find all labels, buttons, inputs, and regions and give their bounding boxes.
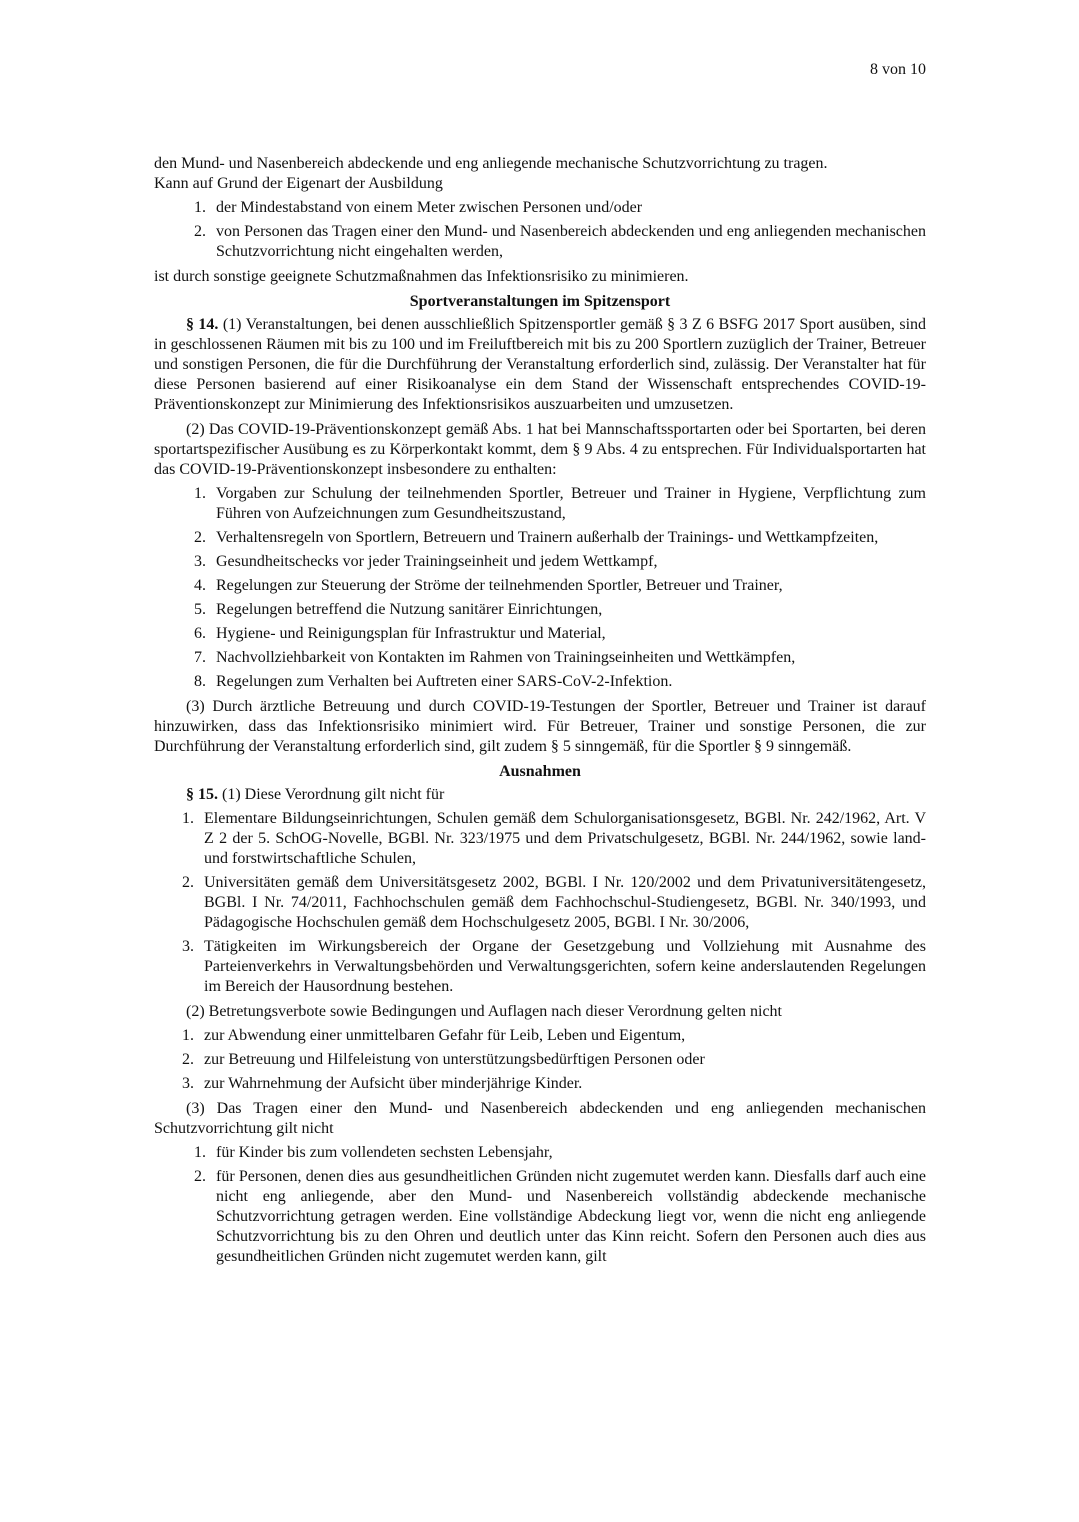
list-item-text: Vorgaben zur Schulung der teilnehmenden Sportler, Betreuer und Trainer in Hygiene, Verpflichtung zum Führen von Aufzeichnungen zum Gesundheitszustand,: [216, 485, 926, 522]
list-item: [154, 1074, 926, 1094]
list-item-text: Hygiene- und Reinigungsplan für Infrastruktur und Material,: [216, 625, 606, 642]
intro-list: [154, 198, 926, 262]
intro-line-1: den Mund- und Nasenbereich abdeckende und eng anliegende mechanische Schutzvorrichtung zu tragen.: [154, 155, 828, 172]
list-item-number: 8.: [194, 673, 206, 690]
list-item-text: Regelungen betreffend die Nutzung sanitärer Einrichtungen,: [216, 601, 603, 618]
list-item-text: Elementare Bildungseinrichtungen, Schulen gemäß dem Schulorganisationsgesetz, BGBl. Nr. 242/1962, Art. V Z 2 der 5. SchOG-Novelle, BGBl. Nr. 323/1975 und dem Privatschulgesetz, BGBl. Nr. 244/1962, sowie land- und forstwirtschaftliche Schulen,: [204, 810, 926, 867]
list-item: [154, 552, 926, 572]
intro-closing: ist durch sonstige geeignete Schutzmaßnahmen das Infektionsrisiko zu minimieren.: [154, 268, 689, 285]
list-item-number: 2.: [194, 1168, 206, 1185]
section-14-abs-2: (2) Das COVID-19-Präventionskonzept gemäß Abs. 1 hat bei Mannschaftssportarten oder bei Sportarten, bei deren sportartspezifischer Ausübung es zu Körperkontakt kommt, dem § 9 Abs. 4 zu entsprechen. Für Individualsportarten hat das COVID-19-Präventionskonzept insbesondere zu enthalten:: [154, 421, 926, 478]
list-item: [154, 648, 926, 668]
section-15-abs-3: (3) Das Tragen einer den Mund- und Nasenbereich abdeckenden und eng anliegenden mechanischen Schutzvorrichtung gilt nicht: [154, 1100, 926, 1137]
list-item: [154, 1143, 926, 1163]
list-item-text: für Kinder bis zum vollendeten sechsten Lebensjahr,: [216, 1144, 553, 1161]
section-15-list-3: [154, 1143, 926, 1267]
list-item-text: zur Betreuung und Hilfeleistung von unterstützungsbedürftigen Personen oder: [204, 1051, 705, 1068]
intro-line-2: Kann auf Grund der Eigenart der Ausbildung: [154, 175, 443, 192]
list-item-number: 1.: [182, 1027, 194, 1044]
list-item: [154, 1026, 926, 1046]
list-item: [154, 672, 926, 692]
list-item-text: Gesundheitschecks vor jeder Trainingseinheit und jedem Wettkampf,: [216, 553, 658, 570]
list-item-number: 1.: [194, 485, 206, 502]
section-15-abs-1-text: (1) Diese Verordnung gilt nicht für: [222, 786, 445, 803]
section-15-list-1: [154, 809, 926, 997]
section-14-list: [154, 484, 926, 692]
list-item: [154, 600, 926, 620]
list-item-number: 1.: [194, 199, 206, 216]
list-item: [154, 1050, 926, 1070]
list-item-text: Verhaltensregeln von Sportlern, Betreuern und Trainern außerhalb der Trainings- und Wettkampfzeiten,: [216, 529, 879, 546]
section-15-list-2: [154, 1026, 926, 1094]
list-item: [154, 484, 926, 524]
list-item-number: 2.: [182, 1051, 194, 1068]
page-number: 8 von 10: [870, 61, 926, 78]
list-item-text: von Personen das Tragen einer den Mund- und Nasenbereich abdeckenden und eng anliegenden mechanischen Schutzvorrichtung nicht eingehalten werden,: [216, 223, 926, 260]
list-item-text: Regelungen zum Verhalten bei Auftreten einer SARS-CoV-2-Infektion.: [216, 673, 673, 690]
list-item-number: 2.: [194, 529, 206, 546]
list-item-number: 3.: [182, 938, 194, 955]
list-item-text: zur Wahrnehmung der Aufsicht über minderjährige Kinder.: [204, 1075, 583, 1092]
section-14-heading: Sportveranstaltungen im Spitzensport: [409, 293, 671, 310]
list-item-text: für Personen, denen dies aus gesundheitlichen Gründen nicht zugemutet werden kann. Diesfalls darf auch eine nicht eng anliegende, aber den Mund- und Nasenbereich vollständig abdeckende mechanische Schutzvorrichtung getragen werden. Eine vollständige Abdeckung liegt vor, wenn die nicht eng anliegende Schutzvorrichtung bis zu den Ohren und deutlich unter das Kinn reicht. Sofern den Personen auch dies aus gesundheitlichen Gründen nicht zugemutet werden kann, gilt: [216, 1168, 926, 1265]
section-14-abs-1-text: (1) Veranstaltungen, bei denen ausschließlich Spitzensportler gemäß § 3 Z 6 BSFG 2017 Sport ausüben, sind in geschlossenen Räumen mit bis zu 100 und im Freiluftbereich mit bis zu 200 Sportlern zuzüglich der Trainer, Betreuer und sonstigen Personen, die für die Durchführung der Veranstaltung erforderlich sind, zulässig. Der Veranstalter hat für diese Personen basierend auf einer Risikoanalyse ein dem Stand der Wissenschaft entsprechendes COVID-19-Präventionskonzept zur Minimierung des Infektionsrisikos auszuarbeiten und umzusetzen.: [154, 316, 927, 413]
list-item: [154, 576, 926, 596]
list-item: [154, 1167, 926, 1267]
list-item-text: Nachvollziehbarkeit von Kontakten im Rahmen von Trainingseinheiten und Wettkämpfen,: [216, 649, 796, 666]
list-item-text: der Mindestabstand von einem Meter zwischen Personen und/oder: [216, 199, 643, 216]
list-item-text: Tätigkeiten im Wirkungsbereich der Organe der Gesetzgebung und Vollziehung mit Ausnahme des Parteienverkehrs in Verwaltungsbehörden und Verwaltungsgerichten, sofern keine anderslautenden Regelungen im Bereich der Hausordnung bestehen.: [204, 938, 926, 995]
list-item-number: 6.: [194, 625, 206, 642]
list-item-number: 1.: [182, 810, 194, 827]
list-item-number: 3.: [182, 1075, 194, 1092]
list-item: [154, 222, 926, 262]
list-item: [154, 624, 926, 644]
section-15-label: § 15.: [186, 786, 218, 803]
list-item-number: 2.: [194, 223, 206, 240]
section-14-abs-3: (3) Durch ärztliche Betreuung und durch COVID-19-Testungen der Sportler, Betreuer und Trainer ist darauf hinzuwirken, dass das Infektionsrisiko minimiert wird. Für Betreuer, Trainer und sonstige Personen, die zur Durchführung der Veranstaltung erforderlich sind, gilt zudem § 5 sinngemäß, für die Sportler § 9 sinngemäß.: [154, 698, 926, 755]
list-item: [154, 528, 926, 548]
list-item-number: 3.: [194, 553, 206, 570]
section-15-abs-1: [154, 785, 926, 805]
section-14-label: § 14.: [186, 316, 219, 333]
list-item: [154, 873, 926, 933]
list-item: [154, 198, 926, 218]
section-15-heading: Ausnahmen: [499, 763, 581, 780]
list-item-number: 2.: [182, 874, 194, 891]
section-15-abs-2: (2) Betretungsverbote sowie Bedingungen und Auflagen nach dieser Verordnung gelten nicht: [186, 1003, 782, 1020]
list-item-text: Universitäten gemäß dem Universitätsgesetz 2002, BGBl. I Nr. 120/2002 und dem Privatuniversitätengesetz, BGBl. I Nr. 74/2011, Fachhochschulen gemäß dem Fachhochschul-Studiengesetz, BGBl. Nr. 340/1993, und Pädagogische Hochschulen gemäß dem Hochschulgesetz 2005, BGBl. I Nr. 30/2006,: [204, 874, 926, 931]
list-item-text: Regelungen zur Steuerung der Ströme der teilnehmenden Sportler, Betreuer und Trainer,: [216, 577, 783, 594]
list-item: [154, 809, 926, 869]
list-item: [154, 937, 926, 997]
section-14-abs-1: [154, 315, 926, 415]
list-item-number: 4.: [194, 577, 206, 594]
list-item-number: 5.: [194, 601, 206, 618]
list-item-text: zur Abwendung einer unmittelbaren Gefahr für Leib, Leben und Eigentum,: [204, 1027, 686, 1044]
list-item-number: 1.: [194, 1144, 206, 1161]
list-item-number: 7.: [194, 649, 206, 666]
page-content: [154, 154, 926, 1267]
